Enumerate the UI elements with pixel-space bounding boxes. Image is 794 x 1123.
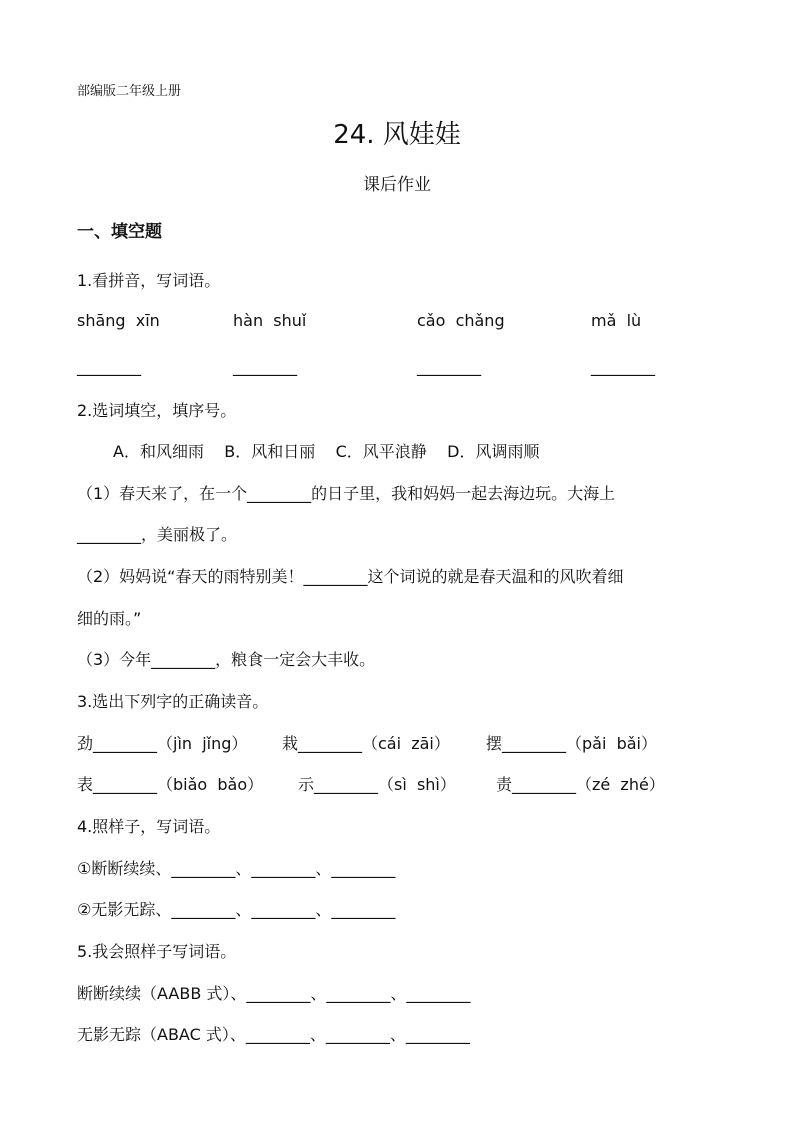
- q3-item-shi[interactable]: 示________（sì shì）: [298, 775, 456, 794]
- q2-item-1-line-2[interactable]: ________，美丽极了。: [77, 525, 238, 544]
- section-heading-fill-blank: 一、填空题: [77, 222, 162, 242]
- q1-answer-blank-2[interactable]: ________: [233, 357, 297, 376]
- q2-item-3[interactable]: （3）今年________，粮食一定会大丰收。: [77, 650, 376, 669]
- q3-item-biao[interactable]: 表________（biǎo bǎo）: [77, 775, 264, 794]
- q4-line-1[interactable]: ①断断续续、________、________、________: [77, 859, 396, 878]
- q3-item-ze[interactable]: 责________（zé zhé）: [496, 775, 665, 794]
- q4-line-2[interactable]: ②无影无踪、________、________、________: [77, 900, 396, 919]
- q2-options: A．和风细雨 B．风和日丽 C．风平浪静 D．风调雨顺: [113, 442, 540, 461]
- q1-pinyin-3: cǎo chǎng: [417, 311, 505, 330]
- question-3-prompt: 3.选出下列字的正确读音。: [77, 692, 269, 711]
- edition-label: 部编版二年级上册: [77, 84, 182, 99]
- q5-line-1[interactable]: 断断续续（AABB 式）、________、________、________: [77, 984, 471, 1003]
- q1-pinyin-4: mǎ lù: [591, 311, 642, 330]
- q1-pinyin-2: hàn shuǐ: [233, 311, 307, 330]
- question-2-prompt: 2.选词填空，填序号。: [77, 401, 237, 420]
- q3-item-bai[interactable]: 摆________（pǎi bǎi）: [486, 734, 657, 753]
- q2-item-2-line-1[interactable]: （2）妈妈说“春天的雨特别美！________这个词说的就是春天温和的风吹着细: [77, 567, 624, 586]
- q3-item-jin[interactable]: 劲________（jìn jǐng）: [77, 734, 248, 753]
- q2-item-2-line-2: 细的雨。”: [77, 609, 142, 628]
- q2-item-1-line-1[interactable]: （1）春天来了，在一个________的日子里，我和妈妈一起去海边玩。大海上: [77, 484, 616, 503]
- q1-answer-blank-4[interactable]: ________: [591, 357, 655, 376]
- q3-item-zai[interactable]: 栽________（cái zāi）: [282, 734, 450, 753]
- page-title: 24. 风娃娃: [333, 120, 461, 150]
- q1-answer-blank-3[interactable]: ________: [417, 357, 481, 376]
- question-5-prompt: 5.我会照样子写词语。: [77, 942, 237, 961]
- q1-pinyin-1: shāng xīn: [77, 311, 160, 330]
- q5-line-2[interactable]: 无影无踪（ABAC 式）、________、________、________: [77, 1025, 470, 1044]
- page-subtitle: 课后作业: [363, 175, 431, 195]
- question-4-prompt: 4.照样子，写词语。: [77, 817, 221, 836]
- question-1-prompt: 1.看拼音，写词语。: [77, 271, 221, 290]
- q1-answer-blank-1[interactable]: ________: [77, 357, 141, 376]
